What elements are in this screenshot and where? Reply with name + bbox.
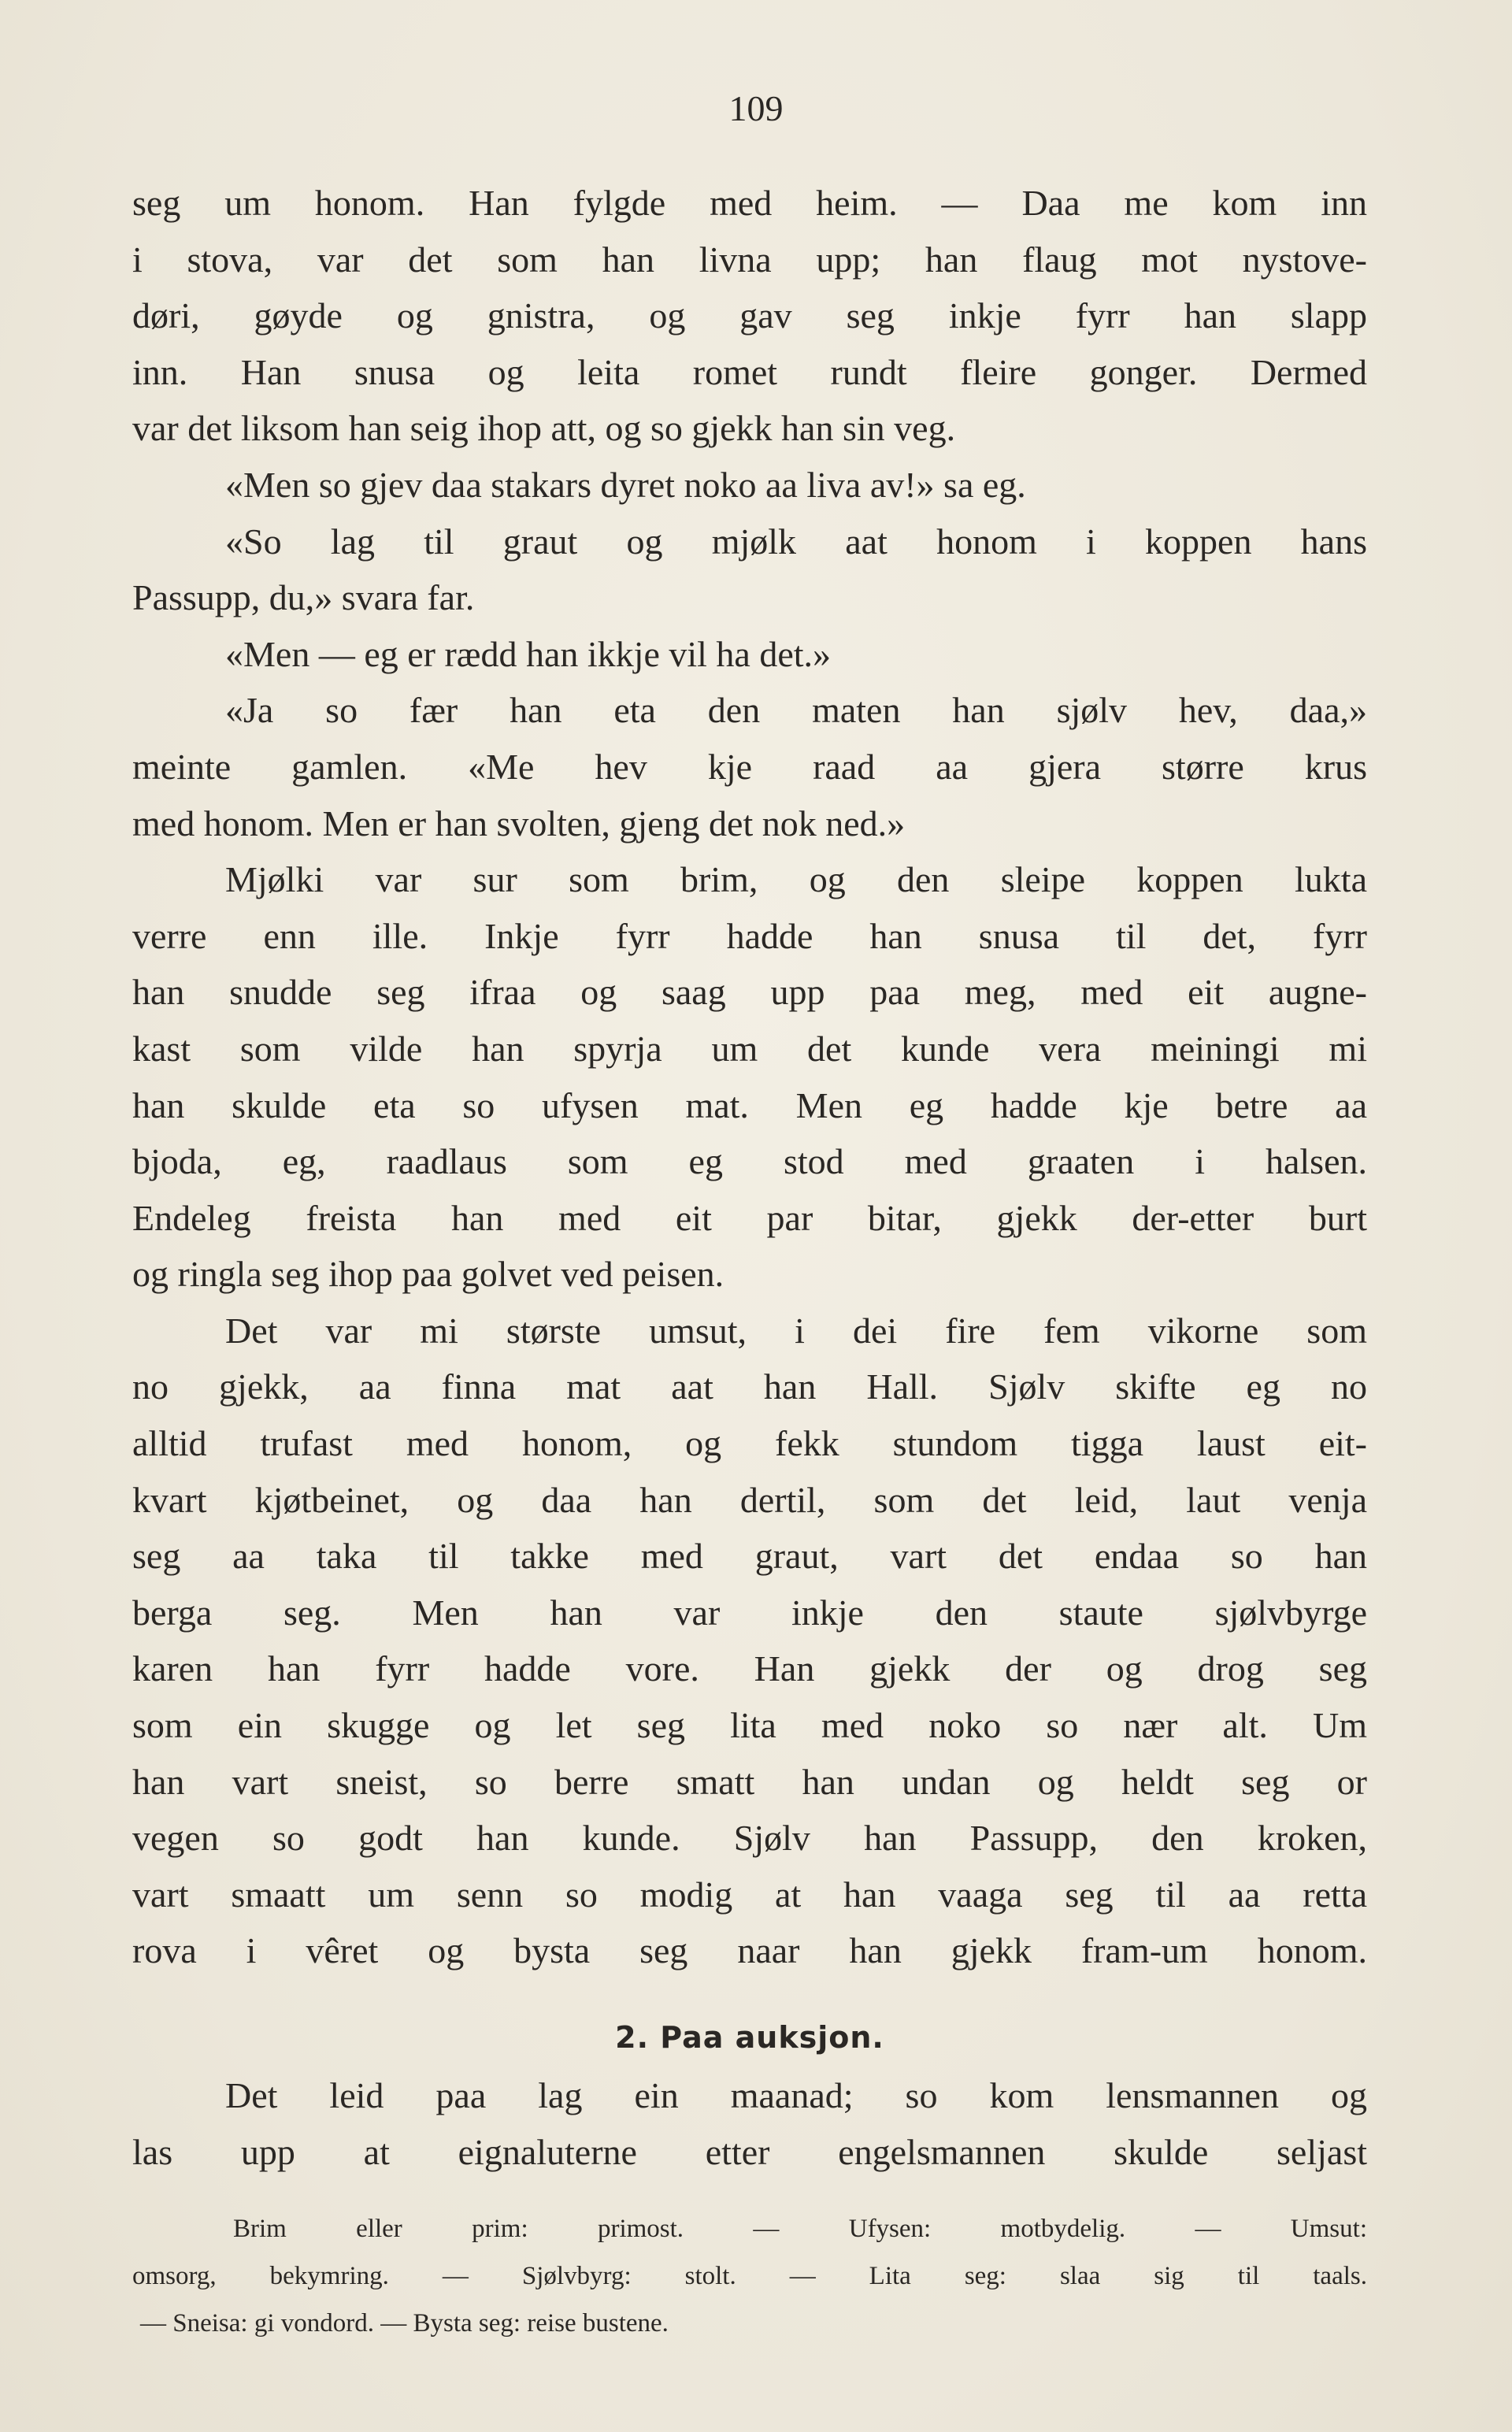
text-line: rova i vêret og bysta seg naar han gjekk fram-um honom. — [132, 1930, 1367, 1971]
text-line: med honom. Men er han svolten, gjeng det nok ned.» — [132, 803, 906, 843]
text-line: verre enn ille. Inkje fyrr hadde han snusa til det, fyrr — [132, 915, 1367, 956]
text-line: vart smaatt um senn so modig at han vaaga seg til aa retta — [132, 1874, 1367, 1915]
text-line: no gjekk, aa finna mat aat han Hall. Sjølv skifte eg no — [132, 1366, 1367, 1407]
text-line: kast som vilde han spyrja um det kunde vera meiningi mi — [132, 1028, 1367, 1069]
text-line: kvart kjøtbeinet, og daa han dertil, som det leid, laut venja — [132, 1479, 1367, 1520]
text-line: han vart sneist, so berre smatt han undan og heldt seg or — [132, 1761, 1367, 1802]
text-line: han skulde eta so ufysen mat. Men eg hadde kje betre aa — [132, 1084, 1367, 1125]
text-line: «Ja so fær han eta den maten han sjølv hev, daa,» — [225, 690, 1367, 731]
text-line: karen han fyrr hadde vore. Han gjekk der og drog seg — [132, 1648, 1367, 1689]
text-line: berga seg. Men han var inkje den staute sjølvbyrge — [132, 1592, 1367, 1633]
paragraphs-before-heading — [132, 175, 1367, 1979]
text-line: las upp at eignaluterne etter engelsmannen skulde seljast — [132, 2131, 1367, 2172]
section-heading: 2. Paa auksjon. — [615, 2020, 884, 2055]
text-line: og ringla seg ihop paa golvet ved peisen. — [132, 1254, 724, 1295]
text-line: han snudde seg ifraa og saag upp paa meg, med eit augne- — [132, 972, 1367, 1013]
paragraphs-after-heading — [132, 2067, 1367, 2180]
text-line: seg um honom. Han fylgde med heim. — Daa me kom inn — [132, 183, 1367, 223]
text-line: døri, gøyde og gnistra, og gav seg inkje fyrr han slapp — [132, 295, 1367, 336]
footnote-line: — Sneisa: gi vondord. — Bysta seg: reise bustene. — [140, 2309, 669, 2337]
text-line: Endeleg freista han med eit par bitar, gjekk der-etter burt — [132, 1197, 1367, 1238]
text-line: som ein skugge og let seg lita med noko so nær alt. Um — [132, 1705, 1367, 1746]
text-line: Passupp, du,» svara far. — [132, 577, 475, 618]
footnote-line: omsorg, bekymring. — Sjølvbyrg: stolt. — Lita seg: slaa sig til taals. — [132, 2262, 1367, 2290]
text-line: var det liksom han seig ihop att, og so gjekk han sin veg. — [132, 408, 956, 449]
body-text — [132, 175, 1367, 2180]
text-line: vegen so godt han kunde. Sjølv han Passupp, den kroken, — [132, 1818, 1367, 1859]
footnotes — [132, 2205, 1367, 2347]
text-line: bjoda, eg, raadlaus som eg stod med graaten i halsen. — [132, 1141, 1367, 1182]
text-line: Det var mi største umsut, i dei fire fem vikorne som — [225, 1310, 1367, 1351]
text-line: seg aa taka til takke med graut, vart det endaa so han — [132, 1536, 1367, 1577]
text-line: «So lag til graut og mjølk aat honom i koppen hans — [225, 521, 1367, 562]
text-line: Det leid paa lag ein maanad; so kom lensmannen og — [225, 2075, 1367, 2115]
text-line: meinte gamlen. «Me hev kje raad aa gjera større krus — [132, 746, 1367, 787]
footnote-line: Brim eller prim: primost. — Ufysen: motbydelig. — Umsut: — [233, 2215, 1367, 2243]
text-line: inn. Han snusa og leita romet rundt fleire gonger. Dermed — [132, 351, 1367, 392]
text-line: «Men so gjev daa stakars dyret noko aa liva av!» sa eg. — [225, 464, 1026, 505]
text-line: alltid trufast med honom, og fekk stundom tigga laust eit- — [132, 1423, 1367, 1464]
heading-spacer — [132, 1979, 1367, 2008]
text-line: Mjølki var sur som brim, og den sleipe koppen lukta — [225, 859, 1367, 900]
page-number: 109 — [728, 88, 784, 128]
text-line: i stova, var det som han livna upp; han flaug mot nystove- — [132, 239, 1367, 280]
text-line: «Men — eg er rædd han ikkje vil ha det.» — [225, 633, 832, 674]
